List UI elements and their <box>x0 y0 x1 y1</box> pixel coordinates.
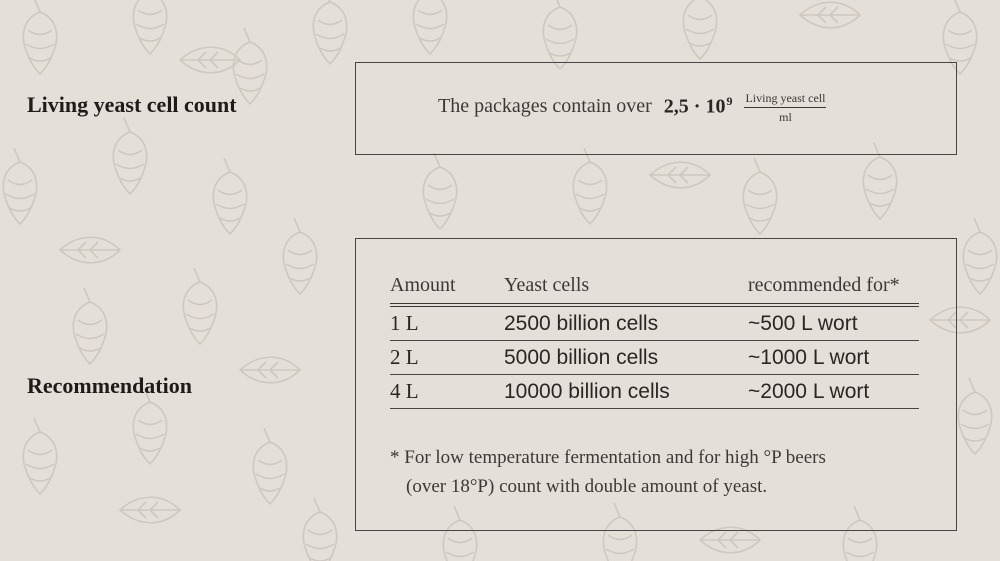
footnote-line-1: * For low temperature fermentation and for high °P beers <box>390 447 826 468</box>
amount-cell: 4 L <box>390 375 504 409</box>
header-yeast-cells: Yeast cells <box>504 270 748 305</box>
packages-text: The packages contain over <box>438 95 652 117</box>
table-row <box>390 305 919 341</box>
header-recommended-for: recommended for* <box>748 270 919 305</box>
wort-cell: ~1000 L wort <box>748 341 919 375</box>
amount-cell: 1 L <box>390 305 504 341</box>
table-row <box>390 375 919 409</box>
unit-denominator: ml <box>779 110 792 124</box>
recommendation-table <box>390 270 919 409</box>
cell-count-statement <box>438 90 826 123</box>
cell-count-number <box>664 94 733 119</box>
recommendation-box <box>355 238 957 531</box>
wort-cell: ~2000 L wort <box>748 375 919 409</box>
cells-cell: 5000 billion cells <box>504 341 748 375</box>
table-header-row <box>390 270 919 305</box>
cell-count-unit <box>744 91 826 124</box>
table-row <box>390 341 919 375</box>
unit-numerator: Living yeast cell <box>744 91 826 108</box>
cell-count-box <box>355 62 957 155</box>
amount-cell: 2 L <box>390 341 504 375</box>
header-amount: Amount <box>390 270 504 305</box>
living-yeast-label: Living yeast cell count <box>27 92 237 117</box>
cell-count-exponent: 9 <box>726 94 733 109</box>
cells-cell: 2500 billion cells <box>504 305 748 341</box>
footnote-line-2: (over 18°P) count with double amount of yeast. <box>406 476 768 497</box>
footnote <box>390 443 930 501</box>
wort-cell: ~500 L wort <box>748 305 919 341</box>
recommendation-label: Recommendation <box>27 373 192 398</box>
cells-cell: 10000 billion cells <box>504 375 748 409</box>
cell-count-base: 2,5 · 10 <box>663 95 726 118</box>
